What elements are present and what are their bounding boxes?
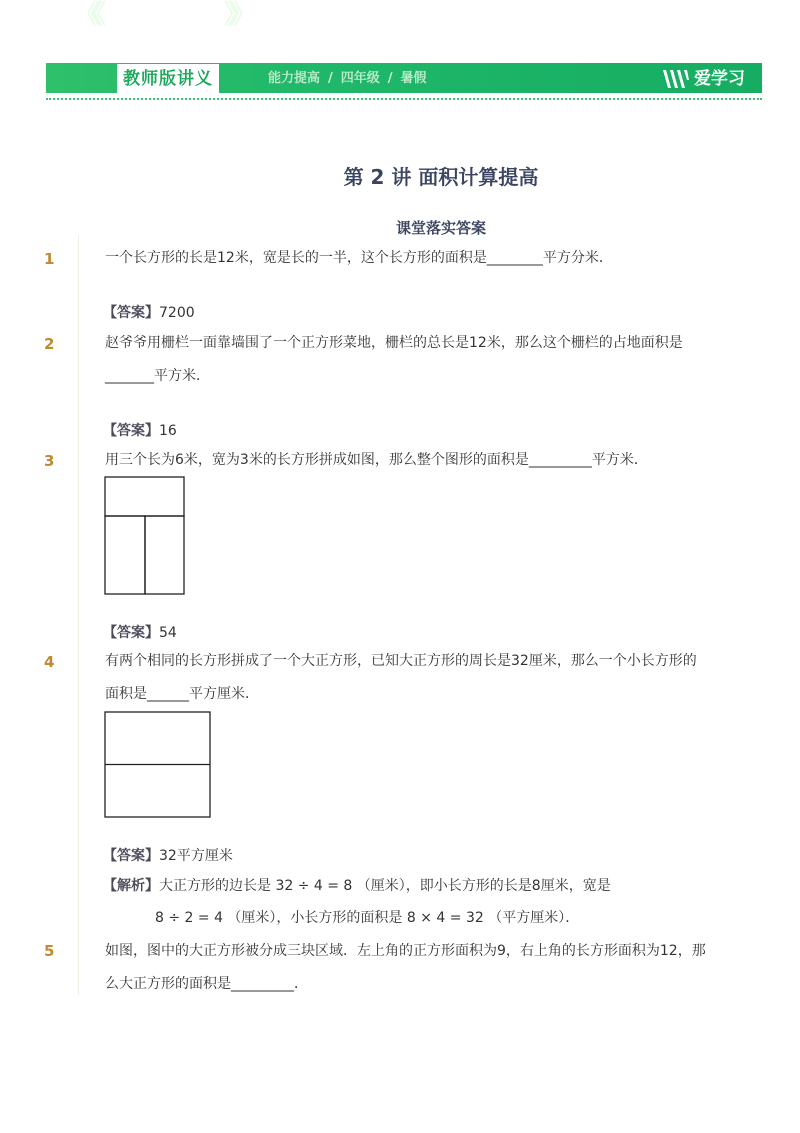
question-line: 有两个相同的长方形拼成了一个大正方形，已知大正方形的周长是32厘米，那么一个小长方形的 xyxy=(105,653,697,669)
meta-level: 能力提高 xyxy=(268,71,321,86)
answer-2 xyxy=(103,420,177,440)
answer-tag: 【答案】 xyxy=(103,305,159,321)
question-text-1: 一个长方形的长是12米，宽是长的一半，这个长方形的面积是________平方分米． xyxy=(105,250,613,266)
margin-line xyxy=(78,235,79,995)
question-text-5 xyxy=(105,935,720,1001)
meta-grade: 四年级 xyxy=(340,71,380,86)
question-number-4: 4 xyxy=(44,653,55,671)
answer-3 xyxy=(103,622,177,642)
question-number-5: 5 xyxy=(44,942,55,960)
answer-4 xyxy=(103,845,233,865)
question-line: 面积是______平方厘米． xyxy=(105,686,259,702)
answer-tag: 【答案】 xyxy=(103,625,159,641)
header-title: 教师版讲义 xyxy=(123,69,213,89)
logo-mark-icon xyxy=(662,68,690,90)
explanation-line: 8 ÷ 2 = 4 （厘米），小长方形的面积是 8 × 4 = 32 （平方厘米）． xyxy=(155,910,580,926)
explanation-tag: 【解析】 xyxy=(103,878,159,894)
question-number-2: 2 xyxy=(44,335,55,353)
question-line: _______平方米． xyxy=(105,368,210,384)
answer-value: 16 xyxy=(159,423,177,439)
question-number-1: 1 xyxy=(44,250,55,268)
answer-value: 7200 xyxy=(159,305,195,321)
answer-tag: 【答案】 xyxy=(103,423,159,439)
answer-tag: 【答案】 xyxy=(103,848,159,864)
question-line: 如图，图中的大正方形被分成三块区域．左上角的正方形面积为9，右上角的长方形面积为12，那 xyxy=(105,943,706,959)
figure-three-rectangles xyxy=(104,476,186,596)
section-title: 课堂落实答案 xyxy=(395,219,486,237)
header-meta: 能力提高 / 四年级 / 暑假 xyxy=(268,71,427,86)
question-text-4 xyxy=(105,645,720,711)
question-line: 么大正方形的面积是_________． xyxy=(105,976,308,992)
figure-square-two-rectangles xyxy=(104,711,212,819)
lecture-title: 第 2 讲 面积计算提高 xyxy=(343,165,539,189)
brand-logo xyxy=(662,64,745,94)
question-line: 赵爷爷用栅栏一面靠墙围了一个正方形菜地，栅栏的总长是12米，那么这个栅栏的占地面积是 xyxy=(105,335,683,351)
question-text-3: 用三个长为6米，宽为3米的长方形拼成如图，那么整个图形的面积是_________平方米． xyxy=(105,452,648,468)
explanation-4 xyxy=(103,870,718,934)
answer-value: 54 xyxy=(159,625,177,641)
chevron-left-icon: 《《 xyxy=(74,0,100,30)
header-title-box xyxy=(117,64,219,94)
logo-text: 爱学习 xyxy=(694,69,745,89)
question-number-3: 3 xyxy=(44,452,55,470)
header-divider xyxy=(46,98,762,100)
chevron-right-icon: 》》 xyxy=(224,0,250,30)
question-text-2 xyxy=(105,327,720,393)
answer-1 xyxy=(103,302,195,322)
meta-term: 暑假 xyxy=(400,71,427,86)
explanation-line: 【解析】大正方形的边长是 32 ÷ 4 = 8 （厘米），即小长方形的长是8厘米，宽是 xyxy=(103,878,611,894)
answer-value: 32平方厘米 xyxy=(159,848,233,864)
